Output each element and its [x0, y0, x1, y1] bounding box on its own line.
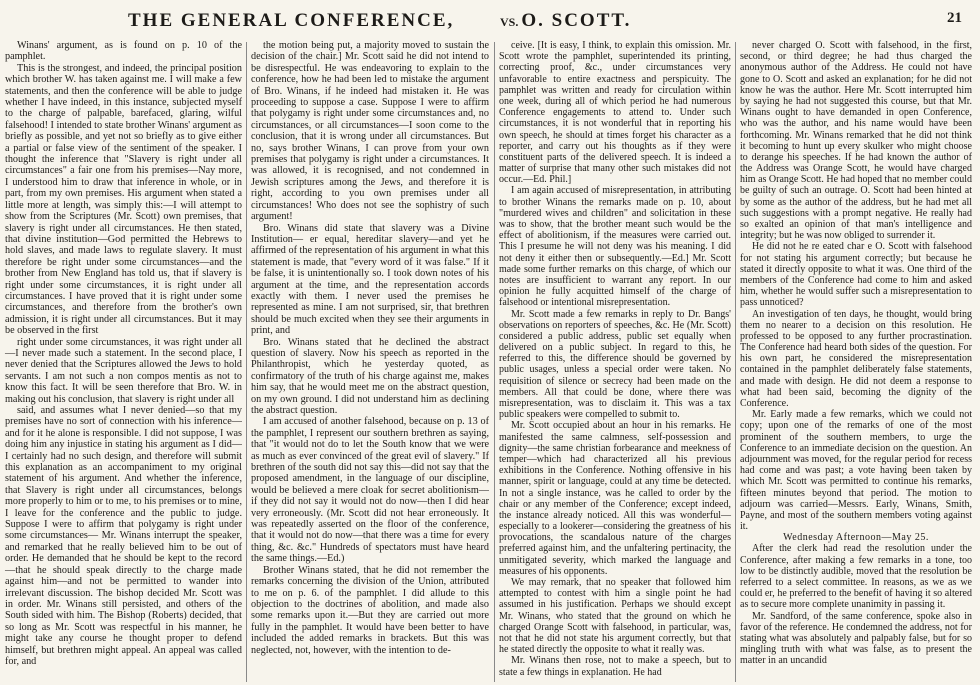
paragraph: Bro. Winans did state that slavery was a Divine Institution— er equal, hereditar slavery—and yet he affirmed of the representation of his argument in what this statement is made, that "every word of it was false." If it be false, it is unintentionally so. I took down notes of his argument at the time, and the representation accords exactly with them. I never used the premises he represented as mine. I am not surprised, sir, that brethren should be much excited when they see their arguments in print, and	[251, 222, 489, 337]
paragraph: We may remark, that no speaker that followed him attempted to contest with him a single point he had assumed in his justification. Perhaps we should except Mr. Winans, who stated that the ground on which he charged Orange Scott with falsehood, in particular, was, not that he did not state his argument correctly, but that he stated directly the opposite to what it really was.	[499, 577, 731, 656]
page-header	[0, 8, 980, 34]
text-column-2	[251, 40, 489, 656]
paragraph: This is the strongest, and indeed, the principal position which brother W. has taken against me. I will make a few statements, and then the conference will be able to judge whether I have indeed, in this instance, subjected myself to the charge of palpable, barefaced, glaring, wilful falsehood! I intended to state brother Winans' argument as briefly as possible, and yet not so briefly as to give either a partial or false view of the sentiment of the speaker. I thought the inference that "Slavery is right under all circumstances" a fair one from his premises—Nay more, I understood him to draw that inference in whole, or in part, from my own premises. His argument when stated a little more at length, was simply this:—I will attempt to show from the Scriptures (Mr. Scott) own premises, that slavery is right under all circumstances. He then stated, that divine institution—God permitted the Hebrews to hold slaves, and made laws to regulate slavery. It must therefore be right under some circumstances—and the brother from New England has told us, that if slavery is right under some circumstances, it is right under all circumstances. I have proved that it is right under some circumstances, and therefore from the brother's own admission, it is right under all circumstances. But it may be observed in the first	[5, 62, 242, 337]
paragraph: Bro. Winans stated that he declined the abstract question of slavery. Now his speech as reported in the Philanthropist, which he yesterday quoted, as confirmatory of the truth of his charge against me, makes him say, that he would meet me on the abstract question, on my own ground. I did not understand him as declining the abstract question.	[251, 336, 489, 416]
paragraph: Mr. Scott made a few remarks in reply to Dr. Bangs' observations on reporters of speeches, &c. He (Mr. Scott) considered a public address, public set equally when delivered on a public subject. In regard to this, he referred to this, the difference should be governed by public usages, unless a special order were taken. No requisition of silence or secrecy had been made on the members. All that could be done, where there was misrepresentation, was to disclaim it. This was a tax public speakers were compelled to submit to.	[499, 308, 731, 421]
paragraph: I am again accused of misrepresentation, in attributing to brother Winans the remarks made on p. 10, about "murdered wives and children" and solicitation in these was to show, that the brother meant such would be the effect of abolitionism, if the measures were carried out. This I presume he will not deny was his meaning. I did not deny it either then or subsequently.—Ed.] Mr. Scott made some further remarks on this charge, of which our notes are insufficient to warrant any report. In our opinion he fully acquitted himself of the charge of falsehood or intentional misrepresentation.	[499, 185, 731, 309]
column-rule	[735, 42, 736, 682]
running-head-left: THE GENERAL CONFERENCE,	[128, 10, 455, 31]
paragraph: right under some circumstances, it was right under all—I never made such a statement. In the second place, I never denied that the Scriptures allowed the Jews to hold servants. I am not such a non compos mentis as not to know this fact. It will be seen therefore that Bro. W. in making out his conclusion, that slavery is right under all	[5, 336, 242, 405]
column-rule	[494, 42, 495, 682]
paragraph: After the clerk had read the resolution under the Conference, after making a few remarks in a tone, too low to be distinctly audible, moved that the resolution be referred to a select committee. In reasons, as we as we could er, he preferred to the benefit of having it so altered as to secure more complete unanimity in passing it.	[740, 543, 972, 611]
paragraph: the motion being put, a majority moved to sustain the decision of the chair.] Mr. Scott said he did not intend to be disrespectful. He was endeavoring to explain to the conference, how he had been led to mistake the argument of Bro. Winans, if he indeed had mistaken it. He was proceeding to suppose a case. Suppose I were to affirm that polygamy is right under some circumstances and, no circumstances, or all circumstances—I soon come to the conclusion, that it is wrong under all circumstances. But no, says brother Winans, I can prove from your own premises that polygamy is right under a circumstances. It was allowed, it is recognised, and not condemned in Jewish scriptures among the Jews, and therefore it is right, according to you own premises under all circumstances! Who does not see the sophistry of such argument!	[251, 40, 489, 223]
paragraph: never charged O. Scott with falsehood, in the first, second, or third degree; he had thus charged the anonymous author of the Address. He could not have gone to O. Scott and asked an explanation; for he did not know he was the author. Here Mr. Scott interrupted him by saying he had not suggested this course, but that Mr. Winans ought to have demanded in open Conference, who was the author, and his name would have been forthcoming. Mr. Winans remarked that he did not think it becoming to hunt up every skulker who might choose to derange his speeches. If he had known the author of the Address was Orange Scott, he would have charged him as Orange Scott. He had hoped that no member could be guilty of such an outrage. O. Scott had been hinted at by some as the author of the address, but he had met all such suggestions with a prompt negative. He really had so exalted an opinion of that man's intelligence and integrity; but he was now obliged to surrender it.	[740, 40, 972, 242]
page-number: 21	[947, 10, 962, 26]
running-head-right	[500, 10, 631, 32]
paragraph: Mr. Early made a few remarks, which we could not copy; upon one of the remarks of one of the most prominent of the southern members, to urge the Conference to an immediate decision on the question. An adjournment was moved, for the regular period for recess had come and was past; a vote having been taken by which Mr. Scott was permitted to continue his remarks, fifteen minutes beyond that period. The motion to adjourn was carried—Messrs. Early, Winans, Smith, Payne, and most of the southern members voting against it.	[740, 409, 972, 533]
text-column-3	[499, 40, 731, 678]
paragraph: said, and assumes what I never denied—so that my premises have no sort of connection with his inference—and for it he alone is responsible. I did not suppose, I was doing him any injustice in stating his argument as I did—I certainly had no such design, and therefore will submit this explanation as an accompaniment to my original statement of his argument. And whether the inference, that Slavery is right under all circumstances, belongs more properly to him or to me, to his premises or to mine, I leave for the conference and the public to judge. Suppose I were to affirm that polygamy is right under some circumstances— Mr. Winans interrupt the speaker, and remarked that he really believed him to be out of order. He demanded that he should be kept to the record—that he should speak directly to the charge made against him—and not be permitted to wander into irrelevant discussion. The bishop decided Mr. Scott was in order. Mr. Winans still persisted, and others of the South sided with him. The Bishop (Roberts) decided, that so long as Mr. Scott was respectful in his manner, he might take any course he thought proper to defend himself, but brethren might appeal. An appeal was called for, and	[5, 405, 242, 667]
paragraph: ceive. [It is easy, I think, to explain this omission. Mr. Scott wrote the pamphlet, superintended its printing, correcting proof, &c., under circumstances very unfavorable to entire exactness and perspicuity. The pamphlet was written and ready for circulation within one week, during all of which period he had numerous Conference engagements to attend to. Under such circumstances, it is not wonderful that in reporting his own speech, he should at times forget his character as a reporter, and carry out his thoughts as if they were constituent parts of the delivered speech. It is indeed a matter of surprise that many other such mistakes did not occur.—Ed. Phil.]	[499, 40, 731, 186]
running-head-prefix: VS.	[500, 15, 522, 29]
text-column-4	[740, 40, 972, 667]
paragraph: An investigation of ten days, he thought, would bring them no nearer to a decision on this resolution. He professed to be opposed to any further procrastination. The Conference had heard both sides of the question. For his own part, he considered the misrepresentation contained in the pamphlet deliberately false statements, and made with design. He did not deem a response to what had been said, becoming the dignity of the Conference.	[740, 308, 972, 409]
paragraph: Mr. Scott occupied about an hour in his remarks. He manifested the same calmness, self-possession and dignity—the same christian forbearance and meekness of temper—which had characterized all his previous exhibitions in the Conference. Nothing offensive in his manner, spirit or language, could at any time be detected. In not a single instance, was he called to order by the chair or any member of the Conference; except indeed, the instance already noticed. All this was wonderful—especially to a lookerer—considering the greatness of his provocations, the scandalous nature of the charges preferred against him, and the unfaltering pertinacity, the unmitigated severity, which marked the language and measures of his opponents.	[499, 420, 731, 577]
section-subheading: Wednesday Afternoon—May 25.	[783, 532, 929, 544]
running-head-right-title: O. SCOTT.	[521, 10, 632, 31]
paragraph: He did not he re eated char e O. Scott with falsehood for not stating his argument correctly; but because he stated it directly opposite to what it was. One third of the members of the Conference had come to him and asked him, whether he would suffer such a misrepresentation to pass unnoticed?	[740, 241, 972, 309]
text-column-1	[5, 40, 242, 667]
paragraph: I am accused of another falsehood, because on p. 13 of the pamphlet, I represent our southern brethren as saying, that "it would not do to let the South know that we were as much as ever convinced of the great evil of slavery." If brethren of the south did not say this—did not say that the proposed amendment, in the language of our discipline, would be believed a mere cloak for secret abolitionism—if they did not say it would not do now—then I did hear very erroneously. (Mr. Scott did not hear erroneously. It was repeatedly asserted on the floor of the conference, that it would not do now—that there was a time for every thing, &c. &c." Hundreds of spectators must have heard the same things.—Ed.)	[251, 416, 489, 565]
column-rule	[246, 42, 247, 682]
paragraph: Winans' argument, as is found on p. 10 of the pamphlet.	[5, 40, 242, 63]
paragraph: Mr. Sandford, of the same conference, spoke also in favor of the reference. He condemned the address, not for stating what was absolutely and palpably false, but for so mingling truth with what was false, as to present the matter in an uncandid	[740, 610, 972, 667]
paragraph: Brother Winans stated, that he did not remember the remarks concerning the division of the Union, attributed to me on p. 6. of the pamphlet. I did allude to this objection to the doctrines of abolition, and made also some remarks upon it.—But they are carried out more fully in the pamphlet. It would have been better to have included the added remarks in brackets. But this was neglected, not, however, with the intention to de-	[251, 564, 489, 656]
paragraph: Mr. Winans then rose, not to make a speech, but to state a few things in explanation. He had	[499, 655, 731, 678]
